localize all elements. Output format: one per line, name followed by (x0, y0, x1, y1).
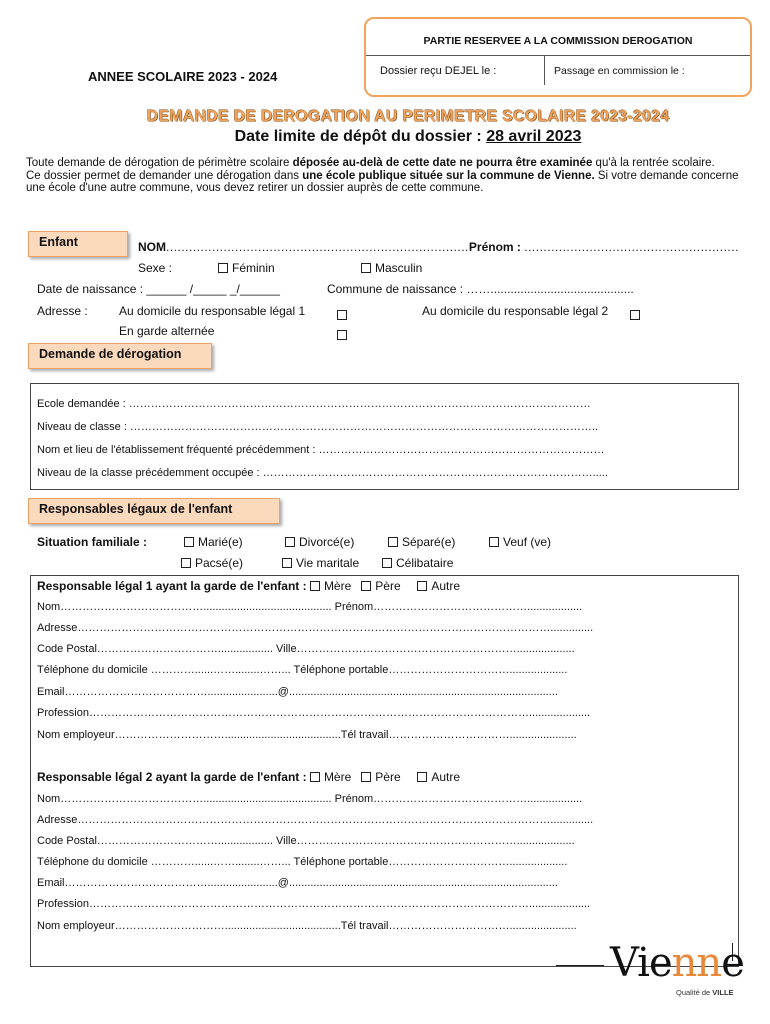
masculin-checkbox[interactable] (361, 263, 371, 273)
intro-paragraph-1 (26, 157, 744, 170)
situation-divorce[interactable] (285, 535, 354, 549)
resp1-pere-label: Père (375, 579, 401, 593)
celibataire-checkbox[interactable] (382, 558, 392, 568)
logo-part-a: Vie (610, 940, 672, 986)
commune-naissance-field[interactable]: Commune de naissance : ……........................................... (327, 282, 634, 296)
resp2-profession-field[interactable]: Profession………………………………………………………………………………………………………….................... (37, 898, 591, 910)
vie-maritale-checkbox[interactable] (282, 558, 292, 568)
deadline (0, 128, 770, 146)
niveau-classe-field[interactable]: Niveau de classe : ……………………………………………………………………………………………………………….. (37, 421, 599, 433)
enfant-nom-row[interactable] (138, 240, 739, 254)
situation-marie[interactable] (184, 535, 243, 549)
garde-alternee-label: En garde alternée (119, 324, 215, 338)
resp2-employeur-field[interactable]: Nom employeur…………………………......................................Tél travail……………………………...................... (37, 920, 577, 932)
commission-box (364, 17, 752, 97)
resp1-pere[interactable] (361, 579, 400, 593)
resp2-pere-checkbox[interactable] (361, 772, 371, 782)
page-title: DEMANDE DE DEROGATION AU PERIMETRE SCOLAIRE 2023-2024 (146, 108, 670, 125)
resp1-autre[interactable] (417, 579, 460, 593)
resp1-domicile-label: Au domicile du responsable légal 1 (119, 304, 306, 318)
feminin-option[interactable] (218, 261, 275, 275)
date-naissance-field[interactable]: Date de naissance : ______ /_____ _/______ (37, 282, 280, 296)
celibataire-label: Célibataire (396, 556, 454, 570)
resp2-domicile-option[interactable] (630, 306, 644, 324)
resp2-domicile-label: Au domicile du responsable légal 2 (422, 304, 609, 318)
resp1-header (37, 579, 460, 593)
deadline-date: 28 avril 2023 (486, 128, 582, 145)
intro-p2-c: Si votre demande concerne une école d'une autre commune, vous devez retirer un dossier auprès de cette commune. (26, 169, 739, 194)
intro-paragraph-2 (26, 170, 744, 195)
commission-title: PARTIE RESERVEE A LA COMMISSION DEROGATION (423, 35, 693, 47)
situation-veuf[interactable] (489, 535, 551, 549)
resp1-autre-checkbox[interactable] (417, 581, 427, 591)
situation-celibataire[interactable] (382, 556, 453, 570)
resp1-nom-field[interactable]: Nom………………………………….......................................... Prénom…………………………………….................. (37, 601, 583, 613)
feminin-checkbox[interactable] (218, 263, 228, 273)
marie-checkbox[interactable] (184, 537, 194, 547)
nom-field[interactable]: ............................................................................... (166, 240, 469, 254)
school-year: ANNEE SCOLAIRE 2023 - 2024 (88, 69, 278, 84)
resp2-nom-field[interactable]: Nom………………………………….......................................... Prénom…………………………………….................. (37, 793, 583, 805)
resp2-mere-checkbox[interactable] (310, 772, 320, 782)
resp1-mere-checkbox[interactable] (310, 581, 320, 591)
resp1-email-field[interactable]: Email………………………………….......................@........................................................................................ (37, 686, 558, 698)
resp1-profession-field[interactable]: Profession………………………………………………………………………………………………………….................... (37, 707, 591, 719)
resp2-mere-label: Mère (323, 770, 352, 784)
resp1-code-postal-field[interactable]: Code Postal…………………………….................. Ville……………………………………………………................... (37, 643, 575, 655)
resp1-telephone-field[interactable]: Téléphone du domicile …………......……........……... Téléphone portable……………………………................... (37, 664, 568, 676)
logo-part-c: e (721, 940, 744, 986)
sexe-label: Sexe : (138, 261, 173, 275)
commission-column-divider (544, 55, 545, 85)
vienne-logo (610, 940, 744, 986)
vie-maritale-label: Vie maritale (296, 556, 360, 570)
pacse-checkbox[interactable] (181, 558, 191, 568)
niveau-precedent-field[interactable]: Niveau de la classe précédemment occupée : ………………………………………………………………………………..... (37, 467, 608, 479)
logo-part-b: nn (671, 940, 722, 986)
resp2-email-field[interactable]: Email………………………………….......................@........................................................................................ (37, 877, 558, 889)
divorce-checkbox[interactable] (285, 537, 295, 547)
resp2-mere[interactable] (310, 770, 351, 784)
resp1-domicile-checkbox[interactable] (337, 310, 347, 320)
pacse-label: Pacsé(e) (195, 556, 244, 570)
section-enfant: Enfant (28, 231, 128, 257)
dossier-recu-field[interactable]: Dossier reçu DEJEL le : (380, 65, 497, 77)
intro-p1-c: qu'à la rentrée scolaire. (592, 157, 715, 169)
section-demande-derogation: Demande de dérogation (28, 343, 212, 369)
logo-tag-a: Qualité de (676, 988, 713, 997)
resp2-domicile-checkbox[interactable] (630, 310, 640, 320)
etablissement-precedent-field[interactable]: Nom et lieu de l'établissement fréquenté précédemment : …………………………………………………………………… (37, 444, 605, 456)
ecole-demandee-field[interactable]: Ecole demandée : ……………………………………………………………………………………………………………… (37, 398, 591, 410)
logo-rule (556, 965, 604, 966)
resp1-employeur-field[interactable]: Nom employeur…………………………......................................Tél travail……………………………...................... (37, 729, 577, 741)
passage-commission-field[interactable]: Passage en commission le : (554, 65, 685, 77)
logo-tagline (676, 988, 734, 997)
feminin-label: Féminin (232, 261, 275, 275)
resp2-pere[interactable] (361, 770, 400, 784)
divorce-label: Divorcé(e) (299, 535, 355, 549)
section-responsables: Responsables légaux de l'enfant (28, 498, 280, 524)
situation-familiale-label: Situation familiale : (37, 535, 148, 549)
situation-separe[interactable] (388, 535, 455, 549)
resp2-autre-label: Autre (431, 770, 461, 784)
separe-checkbox[interactable] (388, 537, 398, 547)
masculin-label: Masculin (375, 261, 423, 275)
intro-p1-a: Toute demande de dérogation de périmètre scolaire (26, 157, 293, 169)
intro-p2-bold: une école publique située sur la commune de Vienne. (302, 169, 595, 182)
veuf-label: Veuf (ve) (503, 535, 552, 549)
resp1-autre-label: Autre (431, 579, 461, 593)
resp2-pere-label: Père (375, 770, 401, 784)
resp1-domicile-option[interactable] (337, 306, 351, 324)
resp1-pere-checkbox[interactable] (361, 581, 371, 591)
prenom-field[interactable]: ........................................................ (524, 240, 739, 254)
resp2-header-label: Responsable légal 2 ayant la garde de l'enfant : (37, 770, 310, 784)
resp1-mere-label: Mère (323, 579, 352, 593)
situation-vie-maritale[interactable] (282, 556, 359, 570)
garde-alternee-option[interactable] (337, 326, 351, 344)
commission-divider (366, 55, 750, 56)
veuf-checkbox[interactable] (489, 537, 499, 547)
intro-p1-bold: déposée au-delà de cette date ne pourra être examinée (292, 157, 593, 169)
resp2-telephone-field[interactable]: Téléphone du domicile …………......……........……... Téléphone portable……………………………................... (37, 856, 568, 868)
logo-tag-b: VILLE (712, 988, 734, 997)
deadline-label: Date limite de dépôt du dossier : (234, 128, 487, 145)
situation-pacse[interactable] (181, 556, 243, 570)
resp1-adresse-field[interactable]: Adresse………………………………………………………………………………………………………………….............. (37, 622, 594, 634)
resp2-code-postal-field[interactable]: Code Postal…………………………….................. Ville……………………………………………………................... (37, 835, 575, 847)
separe-label: Séparé(e) (402, 535, 456, 549)
resp2-autre-checkbox[interactable] (417, 772, 427, 782)
resp1-header-label: Responsable légal 1 ayant la garde de l'enfant : (37, 579, 310, 593)
masculin-option[interactable] (361, 261, 422, 275)
intro-p2-a: Ce dossier permet de demander une dérogation dans (26, 169, 303, 182)
marie-label: Marié(e) (198, 535, 243, 549)
garde-alternee-checkbox[interactable] (337, 330, 347, 340)
resp2-autre[interactable] (417, 770, 460, 784)
resp2-header (37, 770, 460, 784)
resp1-mere[interactable] (310, 579, 351, 593)
adresse-label: Adresse : (37, 304, 88, 318)
resp2-adresse-field[interactable]: Adresse………………………………………………………………………………………………………………….............. (37, 814, 594, 826)
intro-text (26, 157, 744, 195)
prenom-label: Prénom : (468, 240, 525, 254)
nom-label: NOM (138, 240, 166, 254)
